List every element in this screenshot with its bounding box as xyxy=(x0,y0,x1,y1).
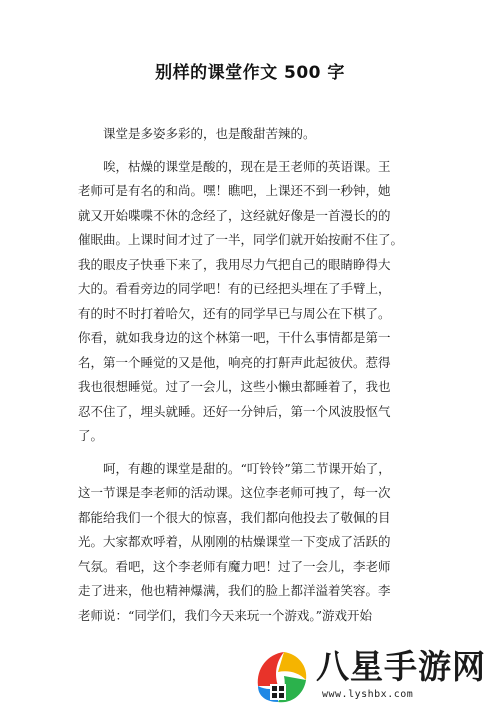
text-line: 就又开始喋喋不休的念经了，这经就好像是一首漫长的的 xyxy=(78,207,391,223)
watermark-site-name: 八星手游网 xyxy=(316,647,486,686)
text-line: 了。 xyxy=(78,428,104,443)
text-line: 唉，枯燥的课堂是酸的，现在是王老师的英语课。王 xyxy=(103,158,391,174)
app-logo-icon xyxy=(250,646,312,708)
text-line: 催眠曲。上课时间才过了一半，同学们就开始按耐不住了。 xyxy=(78,232,404,247)
text-line: 你看，就如我身边的这个林第一吧，干什么事情都是第一 xyxy=(78,330,391,345)
text-line: 我也很想睡觉。过了一会儿，这些小懒虫都睡着了，我也 xyxy=(78,379,391,394)
text-line: 走了进来，他也精神爆满，我们的脸上都洋溢着笑容。李 xyxy=(78,583,391,598)
text-line: 都能给我们一个很大的惊喜，我们都向他投去了敬佩的目 xyxy=(78,509,391,525)
document-title: 别样的课堂作文 500 字 xyxy=(155,63,345,83)
text-line: 老师可是有名的和尚。嘿！瞧吧，上课还不到一秒钟，她 xyxy=(78,183,391,198)
document-body xyxy=(78,122,428,628)
text-line: 名，第一个睡觉的又是他，响亮的打鼾声此起彼伏。惹得 xyxy=(78,354,391,370)
text-line: 忍不住了，埋头就睡。还好一分钟后，第一个风波股怄气 xyxy=(78,403,391,419)
text-line: 课堂是多姿多彩的，也是酸甜苦辣的。 xyxy=(103,126,316,141)
text-line: 有的时不时打着哈欠，还有的同学早已与周公在下棋了。 xyxy=(78,305,391,321)
text-line: 气氛。看吧，这个李老师有魔力吧！过了一会儿，李老师 xyxy=(78,558,391,574)
text-line: 我的眼皮子快垂下来了，我用尽力气把自己的眼睛睁得大 xyxy=(78,256,391,272)
text-line: 光。大家都欢呼着，从刚刚的枯燥课堂一下变成了活跃的 xyxy=(78,534,391,549)
text-line: 这一节课是李老师的活动课。这位李老师可拽了，每一次 xyxy=(78,485,391,500)
text-line: 老师说：“同学们，我们今天来玩一个游戏。”游戏开始 xyxy=(78,607,373,623)
watermark-url: www.lyshbx.com xyxy=(322,689,414,700)
watermark-logo xyxy=(250,646,500,708)
text-line: 呵，有趣的课堂是甜的。“叮铃铃”第二节课开始了， xyxy=(103,460,391,476)
text-line: 大的。看看旁边的同学吧！有的已经把头埋在了手臂上， xyxy=(78,281,391,296)
